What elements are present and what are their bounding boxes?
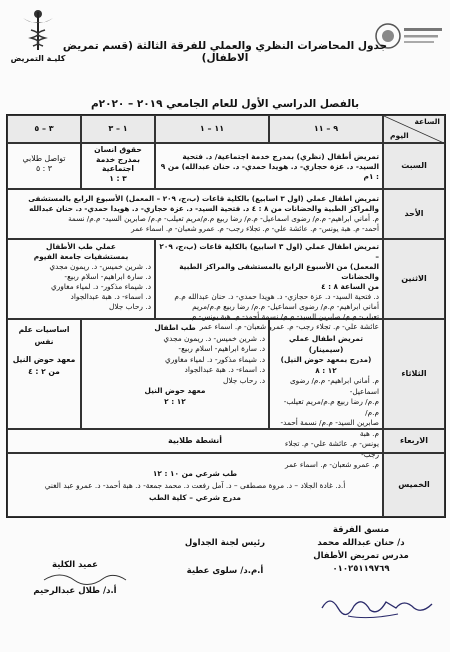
sun-line1: تمريض اطفال عملي (اول ٣ اسابيع) بالكلية قاعات (ب،ج، ٢٠٩ – المعمل) الأسبوع الرابع بالمستشفى bbox=[28, 194, 379, 203]
tue-seminar bbox=[269, 319, 383, 469]
sat-main-line1: تمريض أطفال (نظري) بمدرج خدمة اجتماعية/ د. فتحية bbox=[182, 152, 379, 161]
mon-ped-line3: د. شرين خميس- د. ريمون مجدي bbox=[49, 262, 151, 271]
mon-main-line1: تمريض اطفال عملي (اول ٣ اسابيع) بالكلية قاعات (ب،ج، ٢٠٩ – bbox=[159, 242, 379, 261]
tue-ped-line5: د. اسماء- د. هبة عبدالجواد bbox=[184, 365, 265, 374]
sat-comm-line1: تواصل طلابي bbox=[22, 154, 66, 163]
tables-committee-block bbox=[160, 536, 290, 578]
sat-main-line2: السيد- د. عزة حجازي- د. هويدا حمدي- د. حنان عبدالله) من ٩ : ١م bbox=[160, 162, 379, 181]
tue-main-line1: تمريض اطفال عملي (سيمينار) bbox=[289, 334, 363, 354]
day-wednesday: الاربعاء bbox=[383, 429, 445, 453]
tue-psy-line3: من ٢ : ٤ bbox=[28, 367, 60, 376]
sat-human-rights bbox=[81, 143, 155, 189]
day-thursday: الخميس bbox=[383, 453, 445, 517]
mon-ped-line2: بمستشفيات جامعة الفيوم bbox=[33, 252, 129, 261]
tue-ped-line3: د. سارة ابراهيم- اسلام ربيع- bbox=[178, 344, 265, 353]
time-header-11-1: ١١ – ١ bbox=[155, 115, 269, 143]
tue-psy-line2: معهد حوض النيل bbox=[12, 355, 76, 364]
corner-cell bbox=[383, 115, 445, 143]
sat-rights-line3: اجتماعية bbox=[101, 164, 134, 173]
sat-rights-line4: ٣ : ١ bbox=[109, 173, 127, 183]
tue-ped-line1: طب اطفال bbox=[154, 323, 196, 332]
schedule-title: جدول المحاضرات النظري والعملي للفرقة الثالثة (قسم تمريض الاطفال) bbox=[62, 40, 388, 64]
tables-committee-title: رئيس لجنة الجداول bbox=[184, 538, 266, 548]
tue-ped-line2: د. شرين خميس- د. ريمون مجدي bbox=[163, 333, 265, 343]
coordinator-handwritten-signature bbox=[318, 586, 438, 626]
mon-ped-line5: د. شيماء مذكور- د. لمياء مغاوري bbox=[50, 282, 151, 291]
sun-line4: أحمد- م. هبة يونس- م. عائشة علي- م. تجلاء رجب- م. عمرو شعبان- م. اسماء عمر bbox=[131, 224, 379, 233]
time-header-1-3: ١ – ٣ bbox=[81, 115, 155, 143]
day-tuesday: الثلاثاء bbox=[383, 319, 445, 429]
coordinator-name: د/ حنان عبدالله محمد bbox=[317, 538, 405, 548]
coordinator-role: مدرس تمريض الأطفال bbox=[313, 551, 409, 561]
coordinator-title: منسق الفرقة bbox=[332, 525, 390, 535]
sat-nursing-theory bbox=[155, 143, 383, 189]
sun-nursing-practical bbox=[7, 189, 383, 239]
tables-committee-name: أ.م.د/ سلوى عطية bbox=[186, 566, 264, 576]
college-caption: كليـة التمريض bbox=[10, 54, 66, 63]
dean-handwritten-signature bbox=[40, 568, 130, 588]
schedule-subtitle: بالفصل الدراسي الأول للعام الجامعي ٢٠١٩ – ٢٠٢٠م bbox=[90, 98, 360, 110]
wed-student-activities: أنشطة طلابية bbox=[7, 429, 383, 453]
time-header-3-5: ٣ – ٥ bbox=[7, 115, 81, 143]
tue-pediatrics bbox=[81, 319, 269, 429]
sat-rights-line1: حقوق انسان bbox=[94, 145, 142, 154]
mon-pediatrics-practical bbox=[7, 239, 155, 319]
dean-name: أ.د/ طلال عبدالرحيم bbox=[33, 586, 117, 596]
sat-student-communication bbox=[7, 143, 81, 189]
dean-title: عميد الكلية bbox=[52, 560, 98, 570]
sun-line3: م. أماني ابراهيم- م.م/ رضوى اسماعيل- م.م/ رضا ربيع م.م/مريم تعيلب- م.م/ صابرين السيد- م.م/ نسمة bbox=[68, 214, 379, 223]
schedule-table bbox=[6, 114, 446, 518]
mon-ped-line4: د. سارة ابراهيم- اسلام ربيع- bbox=[64, 272, 151, 281]
tue-main-line8: م. عمرو شعبان- م. اسماء عمر bbox=[284, 460, 379, 469]
tue-psychology bbox=[7, 319, 81, 429]
time-header-9-11: ٩ – ١١ bbox=[269, 115, 383, 143]
coordinator-signature-block bbox=[286, 524, 436, 576]
tue-main-line4: م. أماني ابراهيم- م.م/ رضوى اسماعيل- bbox=[289, 376, 379, 396]
tue-ped-line8: ١٢ : ٢ bbox=[164, 396, 186, 406]
tue-ped-line4: د. شيماء مذكور- د. لمياء مغاوري bbox=[164, 354, 265, 364]
mon-main-line4: د. فتحية السيد- د. عزة حجازي- د. هويدا حمدي- د. حنان عبدالله م.م bbox=[174, 292, 379, 301]
tue-main-line3: ١٢ : ٨ bbox=[315, 365, 337, 375]
tue-ped-line6: د. رحاب جلال bbox=[222, 375, 265, 385]
corner-day-label: اليوم bbox=[390, 131, 409, 140]
thu-line1: طب شرعي من ١٠ : ١٢ bbox=[152, 469, 238, 478]
coordinator-phone: ٠١٠٢٥١١٩٧٦٩ bbox=[332, 564, 390, 574]
tue-ped-line7: معهد حوض النيل bbox=[144, 386, 206, 395]
mon-main-line2: المعمل) من الأسبوع الرابع بالمستشفى والمراكز الطبية والحضانات bbox=[179, 262, 379, 281]
day-monday: الاثنين bbox=[383, 239, 445, 319]
sat-rights-line2: بمدرج خدمة bbox=[96, 154, 140, 164]
thu-forensic-medicine bbox=[7, 453, 383, 517]
mon-main-line6: تعيلب- م.م/ صابرين السيد- م.م/ نسمة أحمد- م. هبة يونس- م. bbox=[189, 312, 379, 321]
mon-ped-line1: عملي طب الأطفال bbox=[46, 242, 116, 251]
thu-line2: أ.د. غادة الجلاد – د. مروة مصطفى – د. آمل رفعت د. محمد جمعة- د. هبة أحمد- د. عمرو عبد الغني bbox=[44, 481, 346, 490]
tue-main-line7: يونس- م. عائشة علي- م. تجلاء رجب- bbox=[284, 439, 379, 459]
day-saturday: السبت bbox=[383, 143, 445, 189]
mon-ped-line6: د. اسماء- د. هبة عبدالجواد bbox=[70, 292, 151, 301]
tue-main-line6: صابرين السيد- م.م/ نسمة أحمد- م. هبة bbox=[280, 418, 379, 438]
tue-psy-line1: اساسيات علم نفس bbox=[18, 325, 70, 346]
corner-hour-label: الساعة bbox=[414, 117, 440, 126]
mon-main-line3: من الساعة ٨ : ٤ bbox=[321, 282, 379, 291]
mon-ped-line7: د. رحاب جلال bbox=[108, 302, 151, 311]
sat-comm-line2: ٣ : ٥ bbox=[36, 164, 52, 173]
day-sunday: الأحد bbox=[383, 189, 445, 239]
mon-main-line5: أماني ابراهيم- م.م/ رضوى اسماعيل- م.م/ رضا ربيع م.م/مريم bbox=[192, 302, 379, 311]
sun-line2: والمراكز الطبية والحضانات من ٨ : ٤ د. فتحية السيد- د. عزة حجازي- د. هويدا حمدي- د. حنان عبدالله bbox=[29, 204, 379, 213]
tue-main-line5: م.م/ رضا ربيع م.م/مريم تعيلب- م.م/ bbox=[283, 397, 379, 417]
tue-main-line2: (مدرج بمعهد حوض النيل) bbox=[280, 355, 372, 364]
thu-line3: مدرج شرعي – كلية الطب bbox=[149, 493, 241, 502]
mon-main-line7: عائشة علي- م. تجلاء رجب- م. عمرو شعبان- م. اسماء عمر bbox=[199, 322, 379, 331]
